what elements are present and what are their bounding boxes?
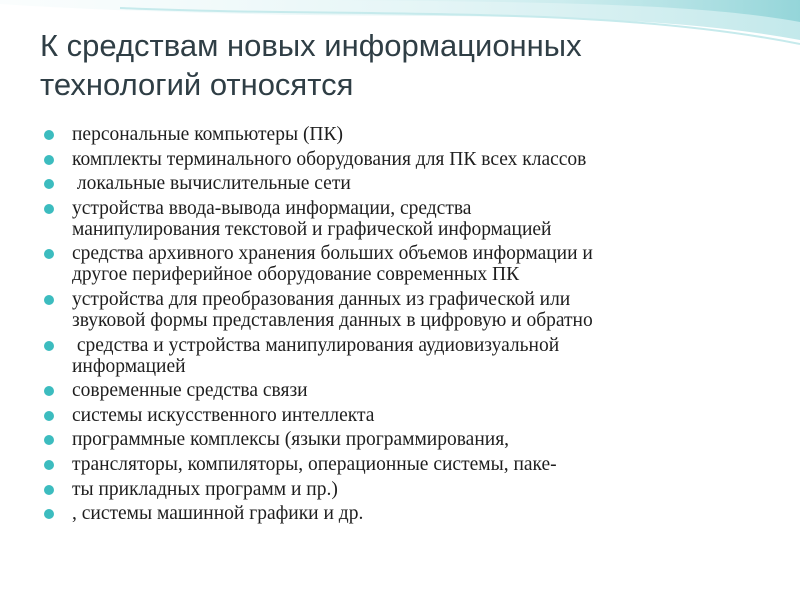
bullet-dot-icon xyxy=(44,435,54,445)
list-item xyxy=(44,380,744,401)
list-item-text xyxy=(72,479,744,500)
list-item xyxy=(44,149,744,170)
list-item xyxy=(44,198,744,240)
list-item-text xyxy=(72,405,744,426)
list-item-text xyxy=(72,503,744,524)
bullet-dot-icon xyxy=(44,485,54,495)
bullet-dot-icon xyxy=(44,249,54,259)
bullet-dot-icon xyxy=(44,155,54,165)
list-item-line: звуковой формы представления данных в цифровую и обратно xyxy=(72,309,593,331)
list-item-line: устройства ввода-вывода информации, средства xyxy=(72,197,472,219)
list-item xyxy=(44,289,744,331)
list-item xyxy=(44,429,744,450)
bullet-dot-icon xyxy=(44,509,54,519)
list-item xyxy=(44,503,744,524)
list-item-line: другое периферийное оборудование современных ПК xyxy=(72,264,520,286)
list-item-line: информацией xyxy=(72,355,186,377)
list-item-line: , системы машинной графики и др. xyxy=(72,503,364,525)
bullet-dot-icon xyxy=(44,341,54,351)
list-item-line: комплекты терминального оборудования для ПК всех классов xyxy=(72,148,587,170)
list-item-line: системы искусственного интеллекта xyxy=(72,404,375,426)
bullet-dot-icon xyxy=(44,204,54,214)
list-item-line: средства архивного хранения больших объемов информации и xyxy=(72,243,593,265)
list-item-line: средства и устройства манипулирования аудиовизуальной xyxy=(72,334,560,356)
list-item-line: персональные компьютеры (ПК) xyxy=(72,124,344,145)
list-item xyxy=(44,405,744,426)
list-item-text xyxy=(72,173,744,194)
list-item xyxy=(44,173,744,194)
list-item-line: устройства для преобразования данных из графической или xyxy=(72,288,571,310)
list-item-line: программные комплексы (языки программирования, xyxy=(72,429,510,451)
list-item-text xyxy=(72,243,744,285)
list-item-text xyxy=(72,149,744,170)
list-item-text xyxy=(72,335,744,377)
bullet-dot-icon xyxy=(44,130,54,140)
list-item xyxy=(44,243,744,285)
list-item-line: трансляторы, компиляторы, операционные системы, паке- xyxy=(72,453,557,475)
list-item-text xyxy=(72,429,744,450)
list-item xyxy=(44,335,744,377)
bullet-dot-icon xyxy=(44,295,54,305)
list-item-line: манипулирования текстовой и графической информацией xyxy=(72,218,552,240)
list-item-text xyxy=(72,124,744,145)
slide-title-line: К средствам новых информационных xyxy=(40,28,582,63)
list-item-text xyxy=(72,380,744,401)
list-item-text xyxy=(72,198,744,240)
list-item-line: современные средства связи xyxy=(72,380,308,402)
list-item-line: локальные вычислительные сети xyxy=(72,173,351,195)
list-item xyxy=(44,454,744,475)
list-item xyxy=(44,479,744,500)
list-item xyxy=(44,124,744,145)
list-item-text xyxy=(72,454,744,475)
bullet-dot-icon xyxy=(44,386,54,396)
bullet-dot-icon xyxy=(44,460,54,470)
list-item-line: ты прикладных программ и пр.) xyxy=(72,478,338,500)
slide-title-line: технологий относятся xyxy=(40,67,354,102)
bullet-dot-icon xyxy=(44,179,54,189)
bullet-list xyxy=(44,124,744,528)
slide-title xyxy=(40,26,740,104)
list-item-text xyxy=(72,289,744,331)
bullet-dot-icon xyxy=(44,411,54,421)
